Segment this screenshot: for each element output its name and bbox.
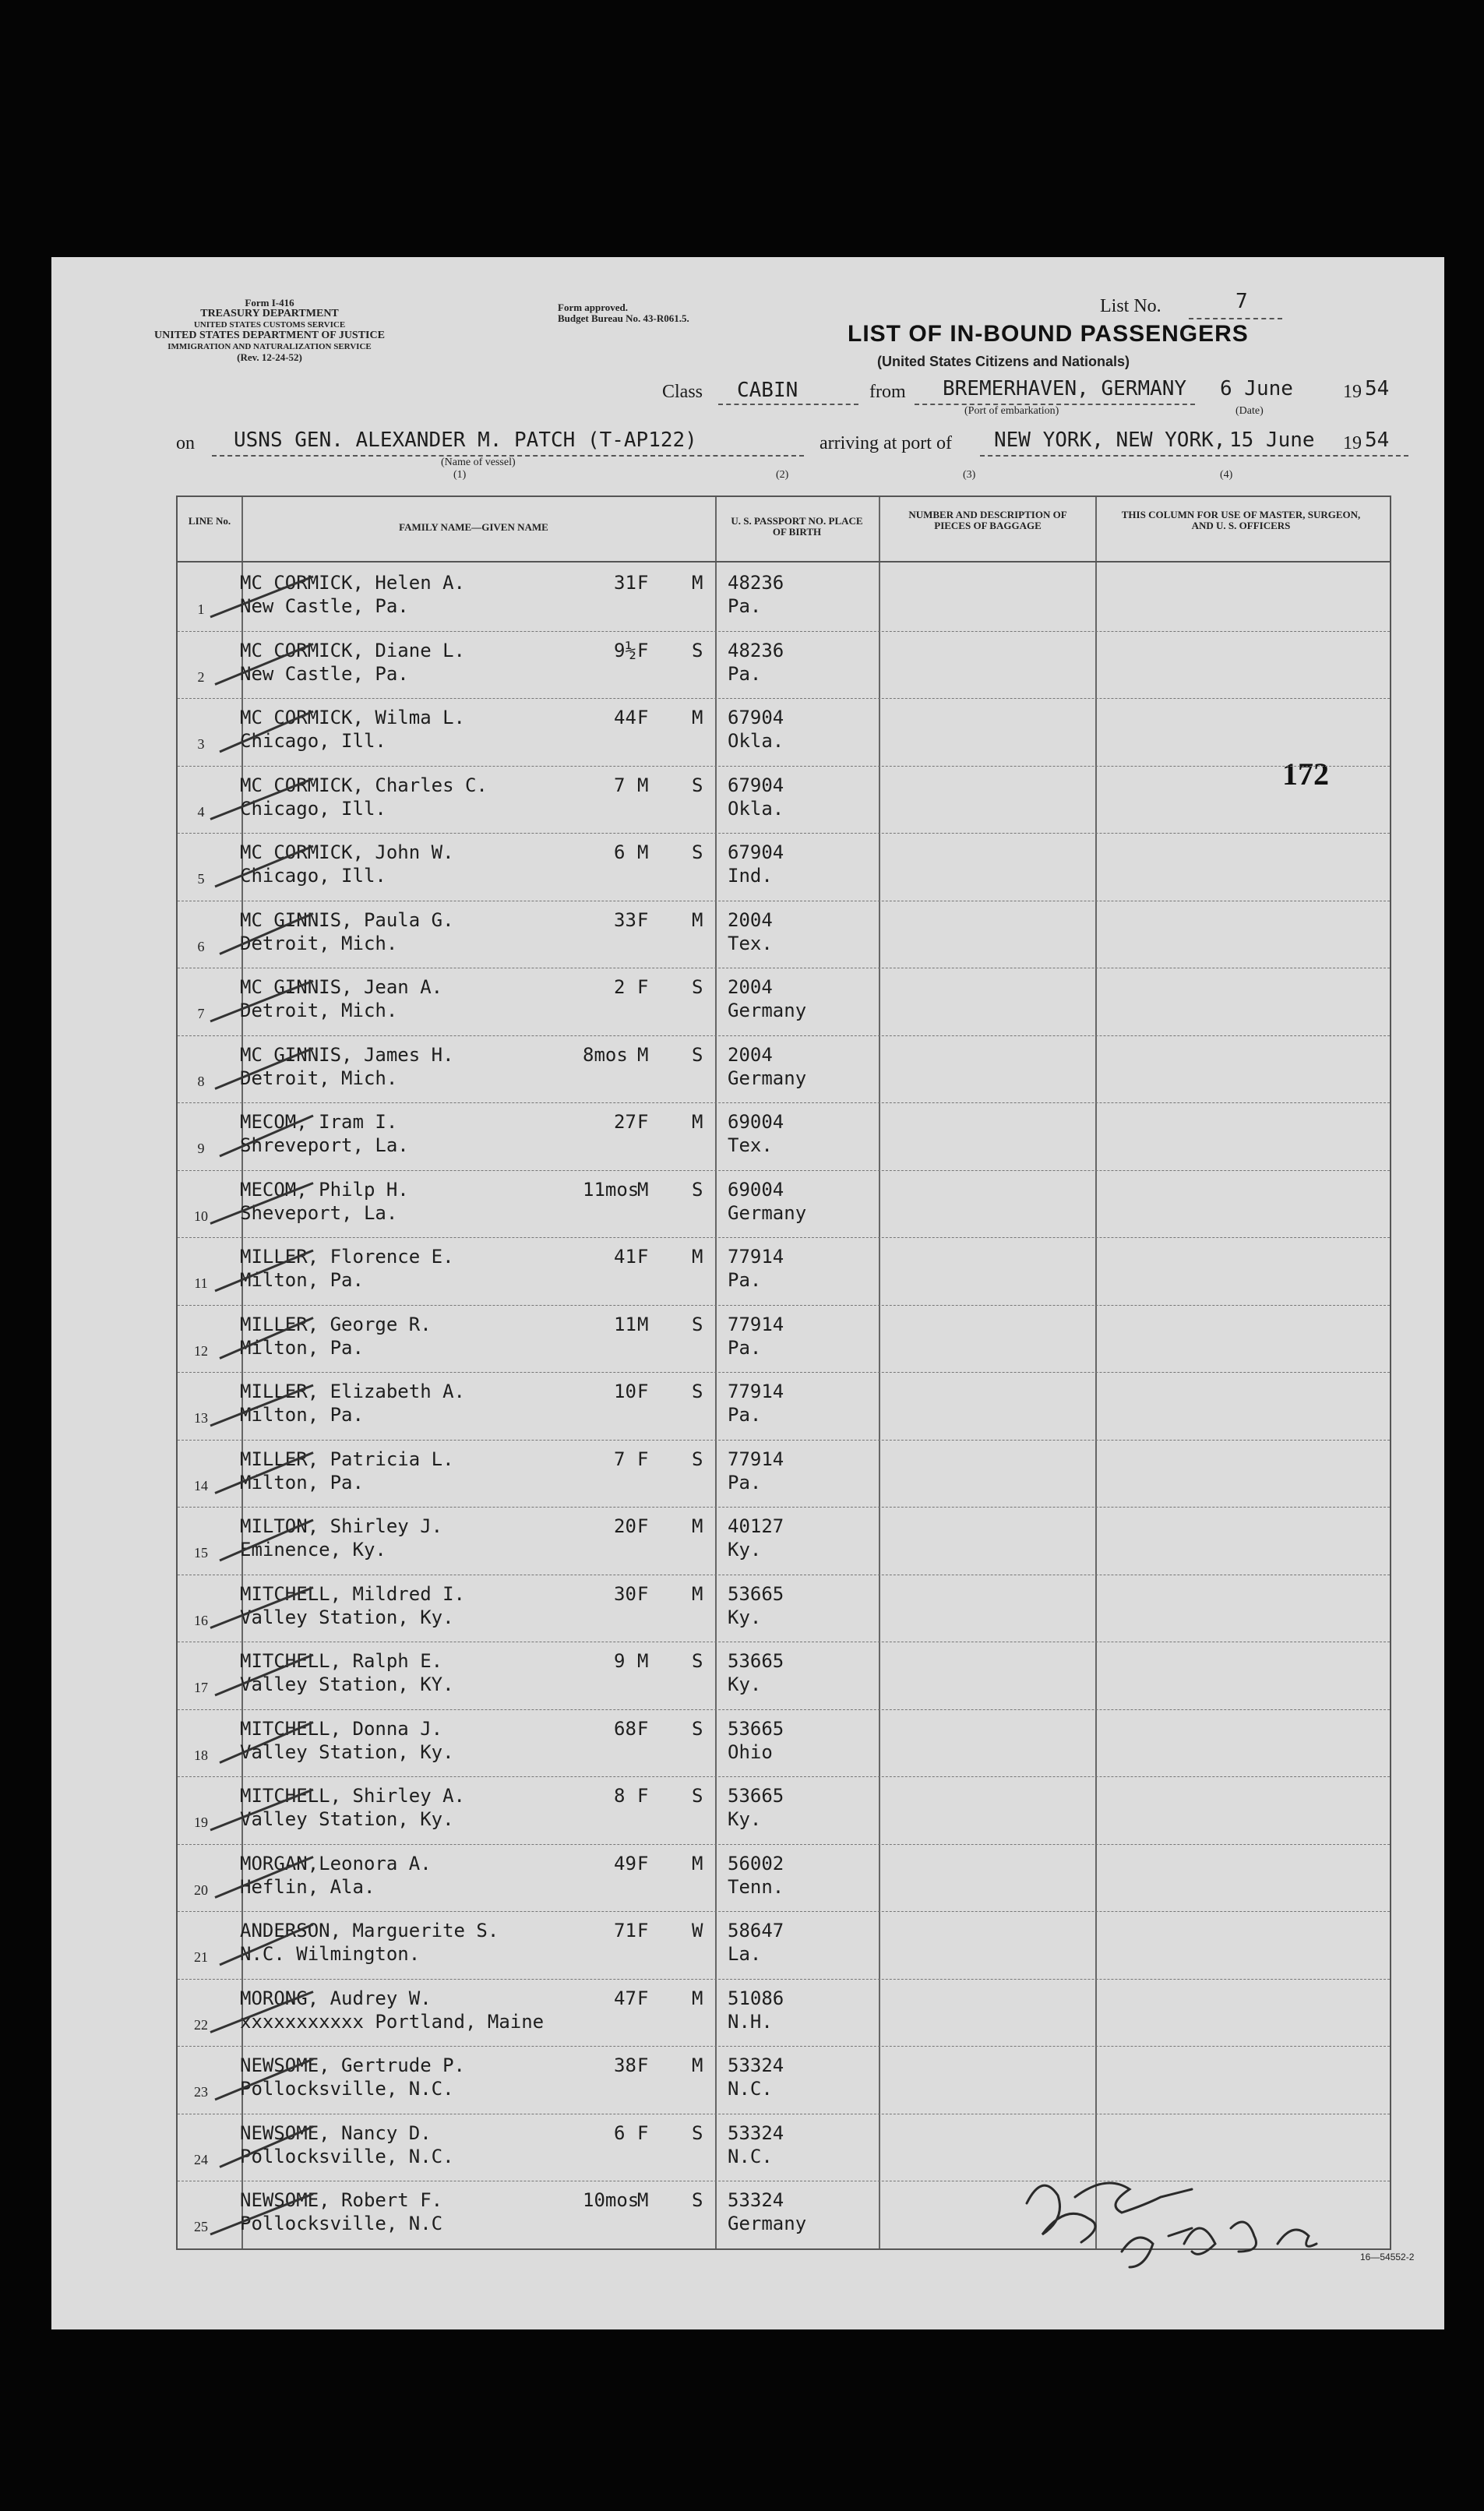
date-caption: (Date): [1235, 405, 1264, 417]
initials-scribble: [1027, 2183, 1192, 2242]
passenger-status: S: [692, 774, 703, 796]
passenger-address: Heflin, Ala.: [240, 1875, 375, 1898]
passport-number: 67904: [728, 841, 784, 863]
passenger-address: Valley Station, KY.: [240, 1673, 454, 1695]
line-number: 10: [194, 1208, 208, 1224]
passenger-name: MITCHELL, Shirley A.: [240, 1785, 465, 1807]
passenger-name: MC GINNIS, James H.: [240, 1043, 454, 1066]
passenger-age: 68: [614, 1717, 636, 1740]
passenger-sex: F: [637, 707, 649, 728]
passenger-age: 2: [614, 976, 626, 998]
list-no-label: List No.: [1100, 296, 1161, 316]
passenger-address: N.C. Wilmington.: [240, 1943, 421, 1965]
place-of-birth: Ky.: [728, 1539, 762, 1561]
passenger-address: Milton, Pa.: [240, 1471, 364, 1494]
place-of-birth: Ky.: [728, 1808, 762, 1830]
line-number: 8: [197, 1073, 205, 1089]
line-number: 4: [197, 803, 205, 820]
place-of-birth: Pa.: [728, 1404, 762, 1426]
passenger-age: 30: [614, 1582, 636, 1605]
col-num-4: (4): [1220, 469, 1233, 481]
passenger-status: M: [692, 1515, 703, 1537]
place-of-birth: Ind.: [728, 865, 773, 887]
passenger-address: Detroit, Mich.: [240, 1067, 398, 1089]
line-number: 9: [197, 1141, 205, 1156]
class-value: CABIN: [737, 379, 798, 402]
passenger-address: Pollocksville, N.C.: [240, 2078, 454, 2100]
passport-number: 77914: [728, 1381, 784, 1402]
passport-number: 48236: [728, 572, 784, 594]
passport-number: 2004: [728, 1043, 773, 1066]
check-mark: [220, 1924, 313, 1965]
col-num-1: (1): [453, 469, 467, 481]
passenger-sex: M: [637, 841, 649, 863]
passenger-age: 11mos: [583, 1178, 640, 1201]
passenger-name: MILLER, George R.: [240, 1313, 432, 1335]
passenger-status: S: [692, 976, 703, 998]
passenger-status: S: [692, 1785, 703, 1807]
passport-number: 53665: [728, 1582, 784, 1605]
passenger-address: New Castle, Pa.: [240, 595, 409, 617]
on-label: on: [176, 433, 195, 453]
passenger-age: 9: [614, 1650, 626, 1672]
check-mark: [210, 981, 313, 1021]
passenger-name: MC GINNIS, Jean A.: [240, 976, 443, 998]
place-of-birth: Germany: [728, 2213, 807, 2234]
check-mark: [215, 644, 313, 685]
line-number: 15: [194, 1545, 208, 1561]
place-of-birth: Pa.: [728, 662, 762, 685]
passport-number: 69004: [728, 1111, 784, 1133]
check-mark: [210, 779, 313, 820]
place-of-birth: Tenn.: [728, 1875, 784, 1898]
passport-number: 69004: [728, 1178, 784, 1201]
year-prefix-2: 19: [1343, 433, 1362, 453]
passenger-sex: M: [637, 1313, 649, 1335]
col-header-line: LINE No.: [188, 515, 231, 527]
place-of-birth: Ohio: [728, 1740, 773, 1763]
year-prefix-1: 19: [1343, 382, 1362, 402]
check-mark: [210, 2194, 313, 2234]
passport-number: 56002: [728, 1852, 784, 1874]
check-mark: [215, 1250, 313, 1291]
check-mark: [215, 846, 313, 887]
passenger-address: xxxxxxxxxxx Portland, Maine: [240, 2010, 545, 2033]
passenger-address: Valley Station, Ky.: [240, 1606, 454, 1628]
passenger-age: 31: [614, 572, 636, 594]
from-value: BREMERHAVEN, GERMANY: [943, 377, 1187, 400]
passport-number: 58647: [728, 1920, 784, 1941]
passenger-sex: F: [637, 1246, 649, 1268]
passenger-name: MORONG, Audrey W.: [240, 1987, 432, 2009]
check-mark: [220, 1116, 313, 1156]
from-label: from: [869, 382, 906, 402]
passenger-age: 10mos: [583, 2189, 640, 2211]
passenger-name: MC CORMICK, Helen A.: [240, 572, 465, 594]
line-number: 12: [194, 1342, 208, 1359]
passenger-name: NEWSOME, Gertrude P.: [240, 2054, 465, 2076]
line-number: 22: [194, 2016, 208, 2033]
passenger-status: M: [692, 2054, 703, 2076]
check-mark: [215, 1655, 313, 1695]
footer-code: 16—54552-2: [1360, 2252, 1415, 2262]
passenger-address: Chicago, Ill.: [240, 730, 386, 752]
passenger-age: 38: [614, 2054, 636, 2076]
place-of-birth: Okla.: [728, 797, 784, 820]
passenger-sex: M: [637, 1178, 649, 1201]
list-no-value: 7: [1235, 290, 1248, 313]
arrival-port: NEW YORK, NEW YORK,: [994, 428, 1226, 452]
passenger-sex: F: [637, 1111, 649, 1133]
place-of-birth: Tex.: [728, 932, 773, 954]
passenger-age: 44: [614, 707, 636, 728]
passenger-sex: M: [637, 1043, 649, 1066]
line-number: 21: [194, 1949, 208, 1965]
passenger-name: MITCHELL, Donna J.: [240, 1717, 443, 1740]
passenger-address: Detroit, Mich.: [240, 932, 398, 954]
passenger-status: S: [692, 1043, 703, 1066]
passport-number: 51086: [728, 1987, 784, 2009]
passport-number: 2004: [728, 908, 773, 931]
passenger-name: MC CORMICK, John W.: [240, 841, 454, 863]
passenger-name: MILLER, Patricia L.: [240, 1448, 454, 1470]
line-number: 25: [194, 2219, 208, 2234]
passenger-sex: F: [637, 1785, 649, 1807]
passenger-address: Sheveport, La.: [240, 1201, 398, 1224]
passenger-address: New Castle, Pa.: [240, 662, 409, 685]
place-of-birth: Okla.: [728, 730, 784, 752]
passenger-age: 47: [614, 1987, 636, 2009]
place-of-birth: Germany: [728, 1000, 807, 1021]
check-mark: [210, 1183, 313, 1224]
passport-number: 77914: [728, 1448, 784, 1470]
passenger-address: Milton, Pa.: [240, 1404, 364, 1426]
place-of-birth: Pa.: [728, 1471, 762, 1494]
budget-bureau: Budget Bureau No. 43-R061.5.: [558, 312, 689, 324]
passenger-sex: F: [637, 572, 649, 594]
justice-dept: UNITED STATES DEPARTMENT OF JUSTICE: [154, 330, 385, 341]
passenger-age: 33: [614, 908, 636, 931]
passenger-name: MITCHELL, Mildred I.: [240, 1582, 465, 1605]
treasury-dept: TREASURY DEPARTMENT: [200, 308, 339, 319]
place-of-birth: Germany: [728, 1067, 807, 1089]
passenger-status: M: [692, 908, 703, 931]
form-approved: Form approved.: [558, 302, 629, 313]
passenger-sex: F: [637, 976, 649, 998]
passenger-status: M: [692, 1246, 703, 1268]
passport-number: 40127: [728, 1515, 784, 1537]
line-number: 7: [197, 1006, 205, 1021]
passenger-age: 9½: [614, 639, 636, 661]
passport-number: 53324: [728, 2121, 784, 2144]
passenger-status: S: [692, 1650, 703, 1672]
line-number: 11: [194, 1275, 208, 1291]
place-of-birth: Pa.: [728, 595, 762, 617]
passenger-age: 8: [614, 1785, 626, 1807]
place-of-birth: La.: [728, 1943, 762, 1965]
passenger-address: Milton, Pa.: [240, 1336, 364, 1359]
place-of-birth: Tex.: [728, 1134, 773, 1156]
passenger-address: Pollocksville, N.C: [240, 2213, 443, 2234]
passenger-sex: F: [637, 639, 649, 661]
embark-caption: (Port of embarkation): [964, 405, 1059, 417]
check-mark: [210, 1588, 313, 1628]
passenger-name: NEWSOME, Robert F.: [240, 2189, 443, 2211]
line-number: 1: [197, 601, 205, 617]
passenger-status: M: [692, 1582, 703, 1605]
col-header-passport: U. S. PASSPORT NO. PLACE OF BIRTH: [731, 515, 863, 538]
passenger-status: S: [692, 1381, 703, 1402]
passenger-address: Shreveport, La.: [240, 1134, 409, 1156]
passenger-age: 7: [614, 1448, 626, 1470]
passenger-status: M: [692, 1111, 703, 1133]
passenger-sex: M: [637, 2189, 649, 2211]
date-scribble: [1122, 2222, 1317, 2267]
check-mark: [220, 914, 313, 954]
line-number: 16: [194, 1612, 208, 1628]
line-number: 13: [194, 1410, 208, 1426]
passenger-name: MC CORMICK, Diane L.: [240, 639, 465, 661]
vessel-caption: (Name of vessel): [441, 457, 516, 468]
vessel-name: USNS GEN. ALEXANDER M. PATCH (T-AP122): [234, 428, 697, 452]
passenger-name: MECOM, Philp H.: [240, 1178, 409, 1201]
check-mark: [220, 1318, 313, 1359]
check-mark: [215, 1857, 313, 1898]
revision: (Rev. 12-24-52): [237, 351, 302, 363]
passport-number: 53324: [728, 2054, 784, 2076]
check-mark: [215, 1049, 313, 1089]
col-header-officers: THIS COLUMN FOR USE OF MASTER, SURGEON, AND U. S. OFFICERS: [1121, 509, 1361, 531]
passport-number: 77914: [728, 1246, 784, 1268]
passenger-status: S: [692, 1717, 703, 1740]
passport-number: 2004: [728, 976, 773, 998]
passenger-address: Chicago, Ill.: [240, 797, 386, 820]
passport-number: 53665: [728, 1717, 784, 1740]
check-mark: [210, 577, 313, 617]
passenger-sex: F: [637, 1920, 649, 1941]
check-mark: [220, 711, 313, 752]
passport-number: 67904: [728, 774, 784, 796]
passenger-sex: F: [637, 1448, 649, 1470]
year-2: 54: [1365, 428, 1390, 452]
passenger-sex: F: [637, 1852, 649, 1874]
passenger-address: Valley Station, Ky.: [240, 1740, 454, 1763]
passenger-sex: F: [637, 2121, 649, 2144]
line-number: 14: [194, 1477, 208, 1494]
passenger-status: M: [692, 1987, 703, 2009]
passenger-address: Eminence, Ky.: [240, 1539, 386, 1561]
check-mark: [220, 2127, 313, 2167]
passenger-age: 41: [614, 1246, 636, 1268]
col-num-3: (3): [963, 469, 976, 481]
passenger-age: 6: [614, 841, 626, 863]
passenger-age: 27: [614, 1111, 636, 1133]
check-mark: [215, 2059, 313, 2100]
passenger-status: S: [692, 2189, 703, 2211]
passenger-name: ANDERSON, Marguerite S.: [240, 1920, 499, 1941]
passenger-age: 11: [614, 1313, 636, 1335]
passenger-sex: F: [637, 2054, 649, 2076]
check-mark: [220, 1520, 313, 1561]
place-of-birth: N.C.: [728, 2078, 773, 2100]
page-stamp-number: 172: [1282, 756, 1329, 792]
form-subtitle: (United States Citizens and Nationals): [877, 354, 1130, 369]
passenger-age: 20: [614, 1515, 636, 1537]
passenger-age: 10: [614, 1381, 636, 1402]
passenger-status: S: [692, 1313, 703, 1335]
passenger-status: S: [692, 2121, 703, 2144]
check-mark: [215, 1453, 313, 1494]
passenger-name: MILLER, Florence E.: [240, 1246, 454, 1268]
line-number: 6: [197, 938, 205, 954]
passenger-address: Chicago, Ill.: [240, 865, 386, 887]
line-number: 24: [194, 2151, 208, 2167]
check-mark: [210, 1790, 313, 1830]
passenger-status: M: [692, 707, 703, 728]
passenger-name: NEWSOME, Nancy D.: [240, 2121, 432, 2144]
place-of-birth: Ky.: [728, 1606, 762, 1628]
passenger-status: S: [692, 639, 703, 661]
passenger-sex: F: [637, 908, 649, 931]
customs-service: UNITED STATES CUSTOMS SERVICE: [193, 320, 346, 330]
passenger-address: Pollocksville, N.C.: [240, 2145, 454, 2167]
passenger-name: MILLER, Elizabeth A.: [240, 1381, 465, 1402]
form-title: LIST OF IN-BOUND PASSENGERS: [848, 321, 1249, 347]
passport-number: 48236: [728, 639, 784, 661]
place-of-birth: Pa.: [728, 1269, 762, 1291]
passport-number: 53324: [728, 2189, 784, 2211]
passenger-status: M: [692, 572, 703, 594]
passenger-sex: F: [637, 1381, 649, 1402]
line-number: 5: [197, 871, 205, 887]
check-mark: [210, 1385, 313, 1426]
passenger-age: 49: [614, 1852, 636, 1874]
line-number: 17: [194, 1680, 208, 1695]
passport-number: 67904: [728, 707, 784, 728]
arrival-date: 15 June: [1229, 428, 1315, 452]
line-number: 18: [194, 1747, 208, 1763]
passenger-age: 71: [614, 1920, 636, 1941]
passenger-address: Milton, Pa.: [240, 1269, 364, 1291]
place-of-birth: Pa.: [728, 1336, 762, 1359]
col-header-baggage: NUMBER AND DESCRIPTION OF PIECES OF BAGGAGE: [908, 509, 1067, 531]
passenger-status: S: [692, 1448, 703, 1470]
passenger-status: M: [692, 1852, 703, 1874]
passport-number: 53665: [728, 1650, 784, 1672]
passenger-status: S: [692, 1178, 703, 1201]
passenger-name: MECOM, Iram I.: [240, 1111, 398, 1133]
line-number: 20: [194, 1881, 208, 1898]
line-number: 3: [197, 736, 205, 752]
class-label: Class: [662, 382, 703, 402]
line-number: 23: [194, 2084, 208, 2100]
passenger-sex: M: [637, 1650, 649, 1672]
form-number: Form I-416: [245, 297, 294, 309]
place-of-birth: Ky.: [728, 1673, 762, 1695]
passenger-name: MC GINNIS, Paula G.: [240, 908, 454, 931]
place-of-birth: Germany: [728, 1201, 807, 1224]
passenger-address: Valley Station, Ky.: [240, 1808, 454, 1830]
passport-number: 77914: [728, 1313, 784, 1335]
passenger-name: MC CORMICK, Charles C.: [240, 774, 488, 796]
passenger-sex: F: [637, 1717, 649, 1740]
line-number: 19: [194, 1814, 208, 1830]
passenger-name: MILTON, Shirley J.: [240, 1515, 443, 1537]
col-header-name: FAMILY NAME—GIVEN NAME: [399, 521, 548, 533]
place-of-birth: N.C.: [728, 2145, 773, 2167]
passenger-sex: F: [637, 1582, 649, 1605]
passenger-sex: M: [637, 774, 649, 796]
passenger-name: MORGAN,Leonora A.: [240, 1852, 432, 1874]
passenger-sex: F: [637, 1987, 649, 2009]
passenger-age: 7: [614, 774, 626, 796]
col-num-2: (2): [776, 469, 789, 481]
passenger-name: MITCHELL, Ralph E.: [240, 1650, 443, 1672]
passenger-status: S: [692, 841, 703, 863]
passenger-address: Detroit, Mich.: [240, 1000, 398, 1021]
passenger-name: MC CORMICK, Wilma L.: [240, 707, 465, 728]
year-1: 54: [1365, 377, 1390, 400]
embark-date: 6 June: [1220, 377, 1293, 400]
passenger-age: 6: [614, 2121, 626, 2144]
check-mark: [210, 1992, 313, 2033]
immigration-service: IMMIGRATION AND NATURALIZATION SERVICE: [167, 342, 372, 351]
passenger-age: 8mos: [583, 1043, 628, 1066]
passenger-sex: F: [637, 1515, 649, 1537]
place-of-birth: N.H.: [728, 2010, 773, 2033]
arriving-label: arriving at port of: [820, 433, 952, 453]
passenger-status: W: [692, 1920, 703, 1941]
line-number: 2: [197, 668, 205, 685]
check-mark: [220, 1723, 313, 1763]
passport-number: 53665: [728, 1785, 784, 1807]
